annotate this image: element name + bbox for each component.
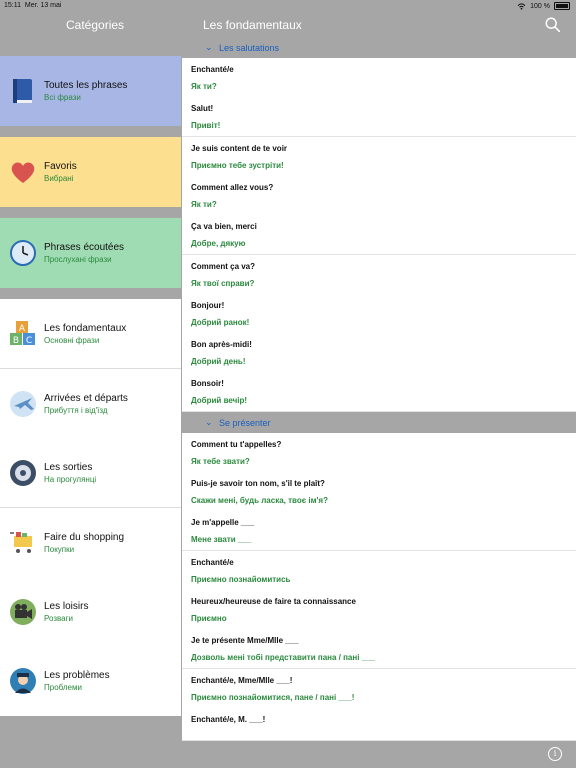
category-item[interactable] bbox=[0, 577, 181, 647]
airplane-icon bbox=[8, 389, 38, 419]
phrase-row[interactable] bbox=[182, 215, 576, 255]
category-translation: Всі фрази bbox=[44, 93, 81, 102]
category-translation: Прослухані фрази bbox=[44, 255, 112, 264]
category-title: Phrases écoutées bbox=[44, 242, 125, 253]
status-time: 15:11 bbox=[4, 2, 21, 9]
section-header[interactable] bbox=[182, 38, 576, 58]
category-translation: На прогулянці bbox=[44, 475, 97, 484]
phrase-translation: Скажи мені, будь ласка, твоє ім'я? bbox=[191, 496, 328, 505]
phrase-translation: Приємно тебе зустріти! bbox=[191, 160, 284, 170]
phrase-row[interactable] bbox=[182, 58, 576, 98]
disc-icon bbox=[8, 458, 38, 488]
phrase-french: Ça va bien, merci bbox=[191, 222, 257, 232]
phrase-translation: Мене звати ___ bbox=[191, 535, 252, 545]
battery-icon bbox=[554, 2, 570, 10]
wifi-icon bbox=[517, 3, 526, 10]
phrase-row[interactable] bbox=[182, 433, 576, 473]
phrase-translation: Як тебе звати? bbox=[191, 456, 250, 466]
detail-title: Les fondamentaux bbox=[203, 18, 302, 32]
category-title: Toutes les phrases bbox=[44, 80, 128, 91]
category-translation: Вибрані bbox=[44, 174, 74, 183]
phrase-row[interactable] bbox=[182, 629, 576, 669]
phrase-row[interactable] bbox=[182, 294, 576, 334]
film-camera-icon bbox=[8, 597, 38, 627]
category-title: Les sorties bbox=[44, 462, 93, 473]
phrase-french: Puis-je savoir ton nom, s'il te plaît? bbox=[191, 479, 325, 488]
category-item[interactable] bbox=[0, 646, 181, 716]
category-title: Favoris bbox=[44, 161, 77, 172]
phrase-row[interactable] bbox=[182, 176, 576, 216]
clock-icon bbox=[8, 238, 38, 268]
phrase-french: Bonjour! bbox=[191, 300, 225, 310]
phrase-translation: Приємно познайомитися, пане / пані ___! bbox=[191, 692, 355, 702]
phrase-french: Enchanté/e, M. ___! bbox=[191, 714, 266, 724]
category-item[interactable] bbox=[0, 508, 181, 578]
phrase-translation: Приємно познайомитись bbox=[191, 574, 291, 584]
phrase-translation: Добрий ранок! bbox=[191, 317, 250, 327]
svg-text:A: A bbox=[18, 324, 26, 334]
phrase-french: Bon après-midi! bbox=[191, 340, 252, 350]
category-item[interactable] bbox=[0, 56, 181, 126]
phrase-row[interactable] bbox=[182, 551, 576, 591]
phrase-french: Je suis content de te voir bbox=[191, 143, 288, 153]
phrase-row[interactable] bbox=[182, 372, 576, 412]
search-icon[interactable] bbox=[544, 16, 562, 34]
battery-percent: 100 % bbox=[530, 2, 550, 10]
book-icon bbox=[8, 76, 38, 106]
category-title: Les fondamentaux bbox=[44, 323, 127, 334]
phrase-row[interactable] bbox=[182, 511, 576, 551]
abc-blocks-icon bbox=[8, 319, 38, 349]
sidebar-title: Catégories bbox=[66, 18, 125, 32]
category-item[interactable] bbox=[0, 299, 181, 369]
phrase-row[interactable] bbox=[182, 97, 576, 137]
category-item[interactable] bbox=[0, 438, 181, 508]
phrase-french: Enchanté/e bbox=[191, 557, 234, 567]
category-title: Faire du shopping bbox=[44, 532, 125, 543]
phrase-french: Heureux/heureuse de faire ta connaissance bbox=[191, 596, 356, 606]
heart-icon bbox=[8, 157, 38, 187]
section-title: Les salutations bbox=[219, 43, 280, 53]
phrase-translation: Дозволь мені тобі представити пана / пані ___ bbox=[191, 653, 375, 663]
phrase-translation: Привіт! bbox=[191, 121, 221, 131]
category-title: Les problèmes bbox=[44, 670, 110, 681]
chevron-down-icon: ⌄ bbox=[205, 416, 213, 427]
category-translation: Розваги bbox=[44, 614, 74, 623]
phrase-translation: Приємно bbox=[191, 613, 227, 623]
category-item[interactable] bbox=[0, 369, 181, 439]
status-bar bbox=[0, 0, 576, 12]
phrase-french: Comment allez vous? bbox=[191, 182, 274, 192]
phrase-row[interactable] bbox=[182, 137, 576, 177]
section-title: Se présenter bbox=[219, 417, 271, 428]
phrase-row[interactable] bbox=[182, 669, 576, 709]
phrase-french: Je te présente Mme/Mlle ___ bbox=[191, 636, 299, 646]
category-item[interactable] bbox=[0, 218, 181, 288]
category-title: Les loisirs bbox=[44, 601, 89, 612]
info-icon[interactable]: i bbox=[548, 747, 562, 761]
shopping-cart-icon bbox=[8, 528, 38, 558]
category-translation: Покупки bbox=[44, 545, 75, 554]
phrase-translation: Як ти? bbox=[191, 199, 217, 209]
phrase-row[interactable] bbox=[182, 472, 576, 512]
status-date: Mer. 13 mai bbox=[24, 2, 62, 9]
phrase-row[interactable] bbox=[182, 708, 576, 741]
phrase-translation: Як твої справи? bbox=[191, 278, 255, 288]
phrase-row[interactable] bbox=[182, 590, 576, 630]
phrase-translation: Як ти? bbox=[191, 82, 217, 91]
phrase-french: Salut! bbox=[191, 104, 214, 114]
phrase-translation: Добрий день! bbox=[191, 357, 246, 367]
phrase-row[interactable] bbox=[182, 255, 576, 295]
phrase-row[interactable] bbox=[182, 333, 576, 373]
chevron-down-icon: ⌄ bbox=[205, 42, 213, 52]
section-header[interactable] bbox=[182, 413, 576, 433]
category-translation: Проблеми bbox=[44, 683, 82, 692]
nav-bar bbox=[0, 12, 576, 38]
phrase-french: Bonsoir! bbox=[191, 379, 224, 389]
category-item[interactable] bbox=[0, 137, 181, 207]
phrase-french: Comment ça va? bbox=[191, 261, 256, 271]
phrase-french: Je m'appelle ___ bbox=[191, 518, 255, 528]
phrase-translation: Добрий вечір! bbox=[191, 396, 248, 406]
svg-text:C: C bbox=[25, 336, 33, 346]
phrase-french: Enchanté/e bbox=[191, 65, 234, 74]
phrase-french: Comment tu t'appelles? bbox=[191, 439, 282, 449]
phrase-translation: Добре, дякую bbox=[191, 239, 246, 249]
police-officer-icon bbox=[8, 666, 38, 696]
category-title: Arrivées et départs bbox=[44, 393, 128, 404]
category-translation: Основні фрази bbox=[44, 336, 100, 345]
svg-text:B: B bbox=[12, 336, 20, 346]
phrase-french: Enchanté/e, Mme/Mlle ___! bbox=[191, 675, 293, 685]
category-translation: Прибуття і від'їзд bbox=[44, 406, 108, 415]
